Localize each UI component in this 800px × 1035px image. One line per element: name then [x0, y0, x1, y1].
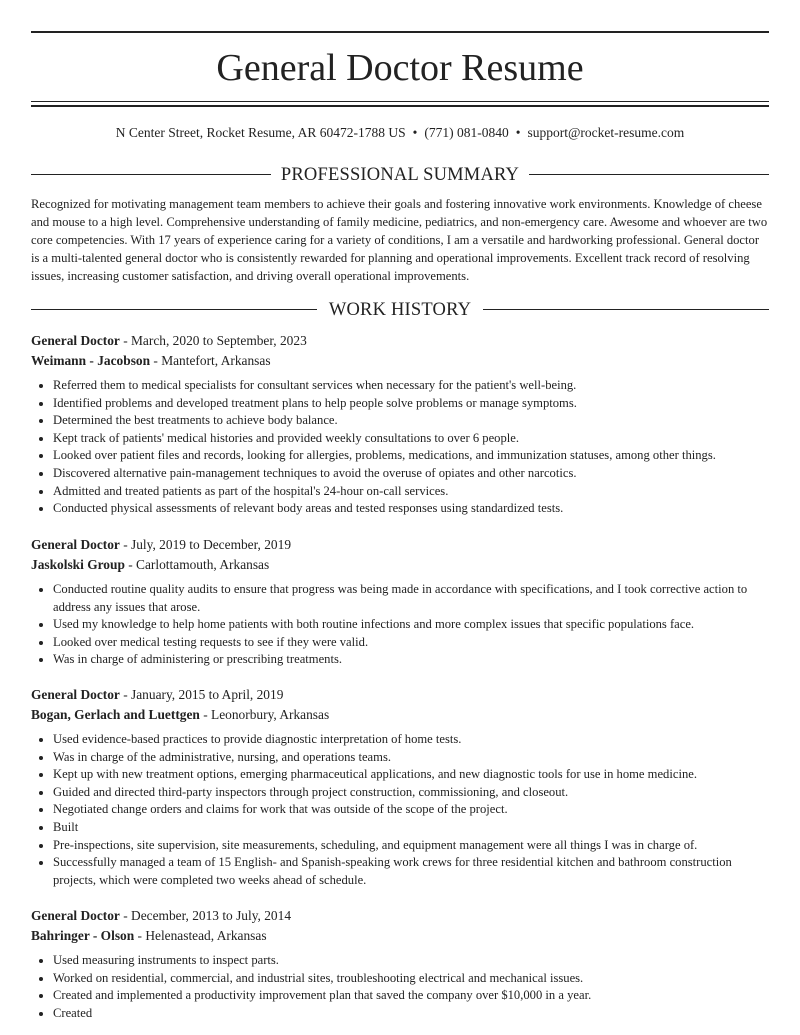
- job-duty: • Pre-inspections, site supervision, site measurements, scheduling, and equipment management were all things I was in charge of.: [53, 837, 769, 855]
- job-company-line: [31, 705, 769, 725]
- job-title: General Doctor: [31, 687, 120, 702]
- job-title: General Doctor: [31, 333, 120, 348]
- job-company: Weimann - Jacobson: [31, 352, 151, 368]
- work-history-heading: WORK HISTORY: [328, 300, 472, 320]
- job-duty: • Identified problems and developed treatment plans to help people solve problems or manage symptoms.: [53, 395, 769, 413]
- job-dates: - July, 2019 to December, 2019: [119, 537, 292, 552]
- job-location: - Leonorbury, Arkansas: [199, 706, 330, 722]
- job-duty: • Conducted physical assessments of relevant body areas and tested responses using standardized tests.: [53, 500, 769, 518]
- top-rule: [31, 31, 769, 33]
- job-duties-list: [31, 952, 769, 1022]
- job-entry: [31, 535, 769, 669]
- job-duty: • Kept up with new treatment options, emerging pharmaceutical applications, and new diagnostic tools for use in home medicine.: [53, 766, 769, 784]
- job-duty: • Discovered alternative pain-management techniques to avoid the overuse of opiates and other narcotics.: [53, 465, 769, 483]
- job-duties-list: [31, 731, 769, 889]
- contact-line: [31, 124, 769, 142]
- job-entry: [31, 906, 769, 1022]
- job-duty: • Created: [53, 1005, 769, 1023]
- job-role-line: [31, 331, 769, 351]
- title-rule-lower: [31, 105, 769, 107]
- work-history-section-header: [31, 298, 769, 322]
- job-location: - Carlottamouth, Arkansas: [124, 556, 270, 572]
- job-company: Bahringer - Olson: [31, 927, 135, 943]
- job-duty: • Built: [53, 819, 769, 837]
- job-duty: • Successfully managed a team of 15 English- and Spanish-speaking work crews for three residential kitchen and bathroom construction projects, which were completed two weeks ahead of schedule.: [53, 854, 769, 889]
- job-title: General Doctor: [31, 537, 120, 552]
- job-entry: [31, 331, 769, 518]
- job-duty: • Was in charge of the administrative, nursing, and operations teams.: [53, 749, 769, 767]
- job-duty: • Referred them to medical specialists for consultant services when necessary for the patient's well-being.: [53, 377, 769, 395]
- job-duty: • Determined the best treatments to achieve body balance.: [53, 412, 769, 430]
- job-role-line: [31, 685, 769, 705]
- resume-title: General Doctor Resume: [216, 47, 584, 89]
- job-duty: • Worked on residential, commercial, and industrial sites, troubleshooting electrical and mechanical issues.: [53, 970, 769, 988]
- job-duty: • Created and implemented a productivity improvement plan that saved the company over $10,000 in a year.: [53, 987, 769, 1005]
- job-location: - Mantefort, Arkansas: [150, 352, 271, 368]
- job-duty: • Kept track of patients' medical histories and provided weekly consultations to over 6 people.: [53, 430, 769, 448]
- job-duties-list: [31, 377, 769, 518]
- contact-phone: (771) 081-0840: [424, 125, 509, 140]
- job-duty: • Looked over patient files and records, looking for allergies, problems, medications, and immunization statuses, among other things.: [53, 447, 769, 465]
- job-company: Jaskolski Group: [31, 556, 125, 572]
- job-title: General Doctor: [31, 908, 120, 923]
- job-duty: • Admitted and treated patients as part of the hospital's 24-hour on-call services.: [53, 483, 769, 501]
- job-duty: • Was in charge of administering or prescribing treatments.: [53, 651, 769, 669]
- job-duty: • Negotiated change orders and claims for work that was outside of the scope of the project.: [53, 801, 769, 819]
- contact-separator: •: [412, 125, 418, 140]
- job-duty: • Used measuring instruments to inspect parts.: [53, 952, 769, 970]
- job-role-line: [31, 906, 769, 926]
- job-dates: - January, 2015 to April, 2019: [119, 687, 284, 702]
- job-duty: • Guided and directed third-party inspectors through project construction, commissioning, and closeout.: [53, 784, 769, 802]
- contact-email: support@rocket-resume.com: [527, 125, 685, 140]
- job-entry: [31, 685, 769, 889]
- contact-separator: •: [515, 125, 521, 140]
- section-rule-right: [529, 174, 769, 175]
- title-rule-upper: [31, 101, 769, 102]
- job-duties-list: [31, 581, 769, 669]
- job-company: Bogan, Gerlach and Luettgen: [31, 706, 200, 722]
- job-role-line: [31, 535, 769, 555]
- summary-section-header: [31, 163, 769, 187]
- job-company-line: [31, 351, 769, 371]
- job-duty: • Conducted routine quality audits to ensure that progress was being made in accordance with specifications, and I took corrective action to address any issues that arose.: [53, 581, 769, 616]
- job-company-line: [31, 555, 769, 575]
- job-dates: - December, 2013 to July, 2014: [119, 908, 292, 923]
- job-dates: - March, 2020 to September, 2023: [119, 333, 307, 348]
- job-duty: • Looked over medical testing requests to see if they were valid.: [53, 634, 769, 652]
- contact-address: N Center Street, Rocket Resume, AR 60472-1788 US: [115, 125, 406, 140]
- section-rule-right: [483, 309, 769, 310]
- job-duty: • Used evidence-based practices to provide diagnostic interpretation of home tests.: [53, 731, 769, 749]
- summary-heading: PROFESSIONAL SUMMARY: [280, 165, 520, 185]
- job-duty: • Used my knowledge to help home patients with both routine infections and more complex issues that specific populations face.: [53, 616, 769, 634]
- job-location: - Helenastead, Arkansas: [134, 927, 267, 943]
- job-company-line: [31, 926, 769, 946]
- summary-text: Recognized for motivating management team members to achieve their goals and fostering innovative work environments. Knowledge of cheese and mouse to a high level. Comprehensive understanding of family medicine, pediatrics, and non-emergency care. Awesome and whoever are two core competencies. With 17 years of experience caring for a variety of conditions, I am a versatile and hardworking professional. General doctor is a multi-talented general doctor who is consistently rewarded for planning and operational improvements. Excellent track record of resolving issues, increasing customer satisfaction, and driving overall operational improvements.: [31, 197, 768, 283]
